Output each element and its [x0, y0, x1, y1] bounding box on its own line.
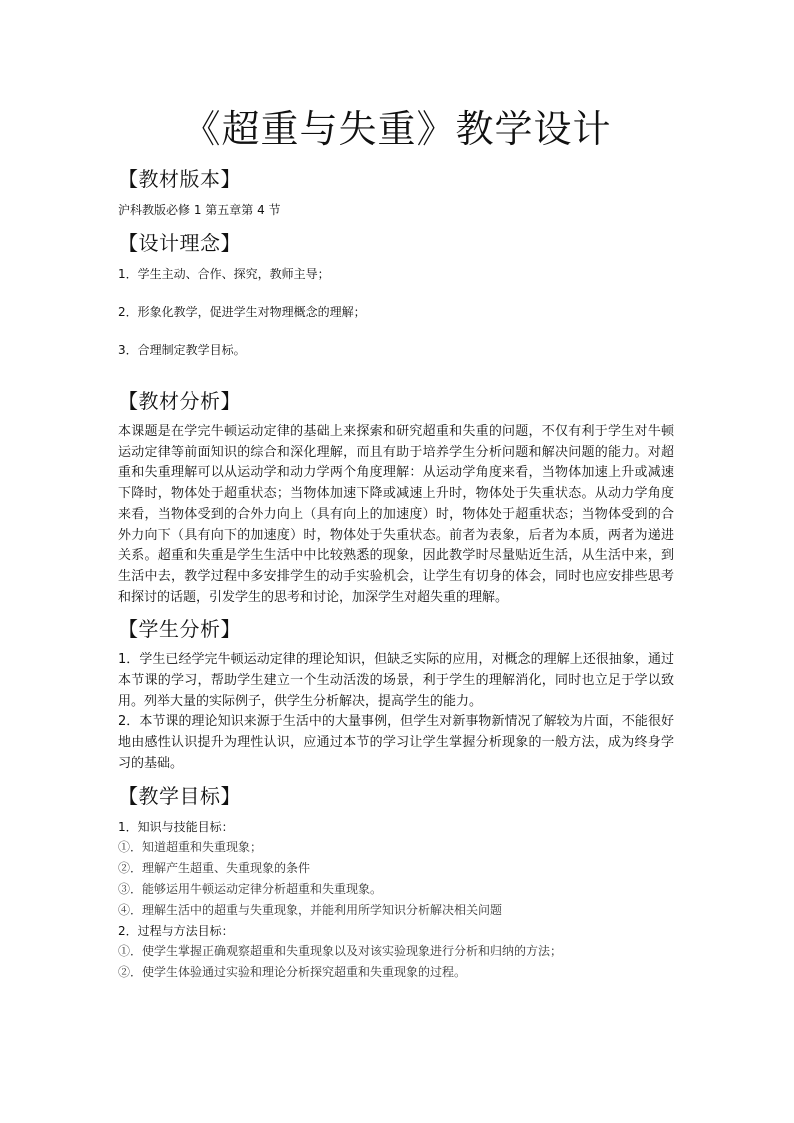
knowledge-goal-2: ②．理解产生超重、失重现象的条件 — [118, 860, 311, 875]
knowledge-goal-3: ③．能够运用牛顿运动定律分析超重和失重现象。 — [118, 881, 383, 896]
student-analysis-item-1: 1．学生已经学完牛顿运动定律的理论知识，但缺乏实际的应用，对概念的理解上还很抽象，通过本节课的学习，帮助学生建立一个生动活泼的场景，利于学生的理解消化，同时也立足于学以致用。列举大量的实际例子，供学生分析解决，提高学生的能力。 — [118, 652, 674, 709]
design-concept-item-3: 3．合理制定教学目标。 — [118, 343, 246, 357]
knowledge-goals-label: 1．知识与技能目标： — [118, 819, 234, 834]
design-concept-item-2: 2．形象化教学，促进学生对物理概念的理解； — [118, 305, 366, 319]
process-goal-2: ②．使学生体验通过实验和理论分析探究超重和失重现象的过程。 — [118, 964, 467, 979]
student-analysis-item-2: 2．本节课的理论知识来源于生活中的大量事例，但学生对新事物新情况了解较为片面，不能很好地由感性认识提升为理性认识，应通过本节的学习让学生掌握分析现象的一般方法，成为终身学习的基础。 — [118, 714, 674, 771]
knowledge-goal-1: ①．知道超重和失重现象； — [118, 839, 263, 854]
section-edition — [118, 166, 674, 220]
section-heading-material-analysis: 【教材分析】 — [118, 389, 241, 413]
knowledge-goal-4: ④．理解生活中的超重与失重现象，并能利用所学知识分析解决相关问题 — [118, 902, 503, 917]
section-teaching-goals — [118, 783, 674, 983]
section-heading-edition: 【教材版本】 — [118, 167, 241, 191]
edition-text: 沪科教版必修 1 第五章第 4 节 — [118, 203, 281, 217]
process-goals-label: 2．过程与方法目标： — [118, 923, 234, 938]
section-heading-student-analysis: 【学生分析】 — [118, 617, 241, 642]
section-heading-design-concept: 【设计理念】 — [118, 231, 241, 255]
section-heading-teaching-goals: 【教学目标】 — [118, 783, 241, 808]
design-concept-item-1: 1．学生主动、合作、探究，教师主导； — [118, 267, 330, 281]
document-body — [118, 166, 674, 983]
process-goal-1: ①．使学生掌握正确观察超重和失重现象以及对该实验现象进行分析和归纳的方法； — [118, 943, 563, 958]
section-student-analysis — [118, 616, 674, 774]
document-title: 《超重与失重》教学设计 — [182, 107, 612, 151]
section-material-analysis — [118, 388, 674, 608]
section-design-concept — [118, 230, 674, 360]
material-analysis-paragraph: 本课题是在学完牛顿运动定律的基础上来探索和研究超重和失重的问题，不仅有利于学生对牛顿运动定律等前面知识的综合和深化理解，而且有助于培养学生分析问题和解决问题的能力。对超重和失重理解可以从运动学和动力学两个角度理解：从运动学角度来看，当物体加速上升或减速下降时，物体处于超重状态；当物体加速下降或减速上升时，物体处于失重状态。从动力学角度来看，当物体受到的合外力向上（具有向上的加速度）时，物体处于超重状态；当物体受到的合外力向下（具有向下的加速度）时，物体处于失重状态。前者为表象，后者为本质，两者为递进关系。超重和失重是学生生活中中比较熟悉的现象，因此教学时尽量贴近生活，从生活中来，到生活中去，教学过程中多安排学生的动手实验机会，让学生有切身的体会，同时也应安排些思考和探讨的话题，引发学生的思考和讨论，加深学生对超失重的理解。 — [118, 424, 674, 605]
